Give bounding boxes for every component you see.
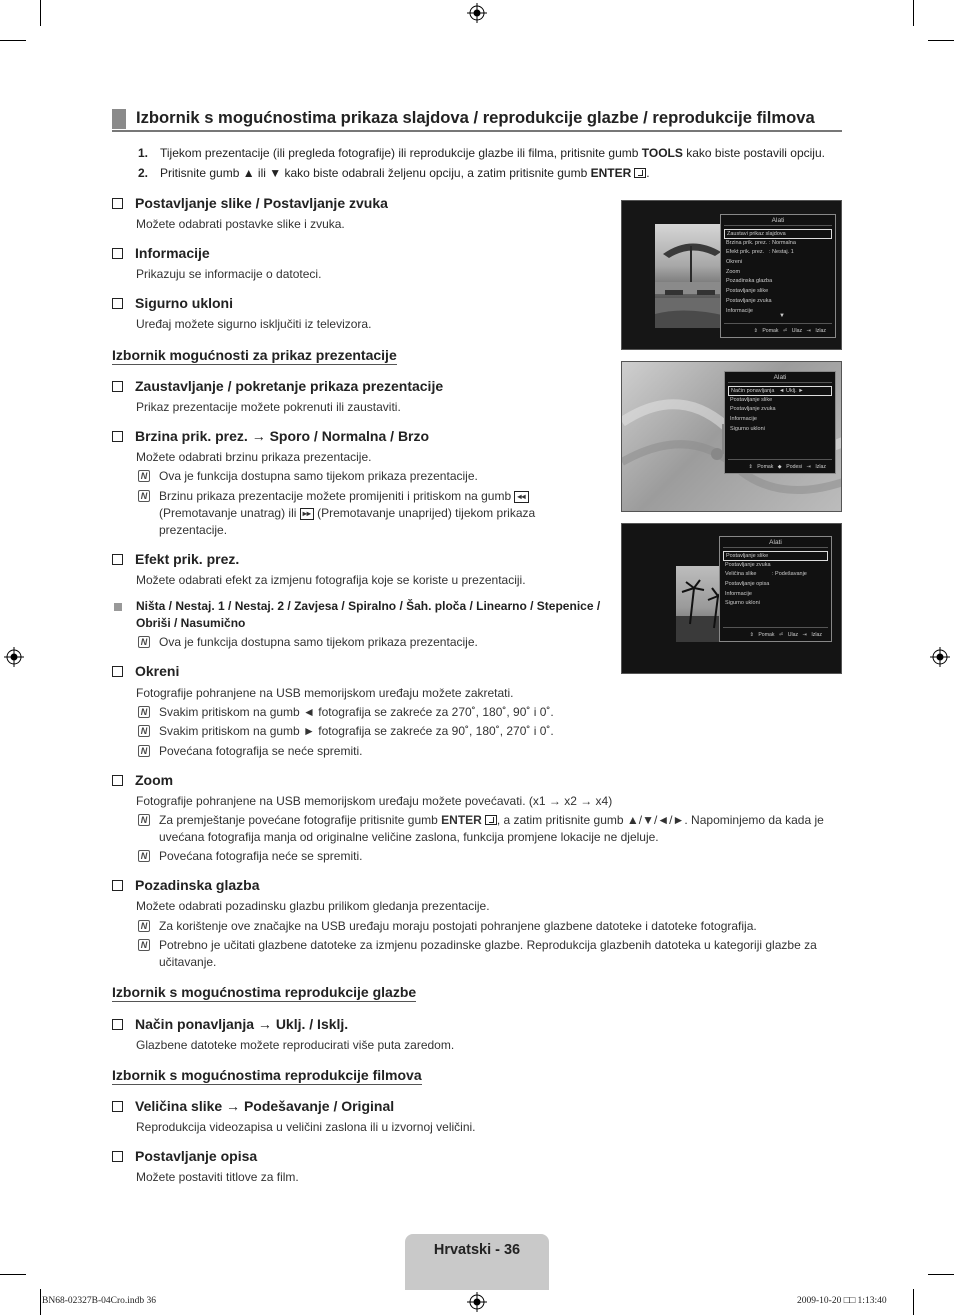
note-icon: N: [138, 745, 150, 757]
registration-mark-icon: [467, 1292, 487, 1312]
menu-footer: ⇕ Pomak ⏎ Ulaz ⇥ Izlaz: [724, 323, 832, 334]
checkbox-icon: [112, 554, 123, 565]
checkbox-icon: [112, 666, 123, 677]
heading-sigurno-ukloni: Sigurno ukloni: [112, 295, 233, 311]
crop-mark: [913, 0, 914, 26]
menu-item[interactable]: Informacije: [725, 590, 752, 597]
heading-postavljanje-slike: Postavljanje slike / Postavljanje zvuka: [112, 195, 388, 211]
heading-efekt: Efekt prik. prez.: [112, 551, 239, 567]
note-icon: N: [138, 636, 150, 648]
menu-item[interactable]: Informacije: [726, 307, 753, 314]
text-brzina: Možete odabrati brzinu prikaza prezentacije.: [136, 450, 372, 464]
checkbox-icon: [112, 1151, 123, 1162]
note-icon: N: [138, 490, 150, 502]
enter-icon: [634, 168, 646, 178]
text-postavljanje-slike: Možete odabrati postavke slike i zvuka.: [136, 217, 345, 231]
menu-item[interactable]: Efekt prik. prez. : Nestaj. 1: [726, 249, 794, 256]
note-okreni-1: N Svakim pritiskom na gumb ◄ fotografija se zakreće za 270˚, 180˚, 90˚ i 0˚.: [138, 704, 638, 721]
section-heading-glazba: Izbornik s mogućnostima reprodukcije glazbe: [112, 984, 417, 1000]
tools-menu-photo: [720, 214, 836, 338]
menu-footer: ⇕ Pomak ⏎ Ulaz ⇥ Izlaz: [723, 627, 828, 638]
text-zaustavljanje: Prikaz prezentacije možete pokrenuti ili zaustaviti.: [136, 400, 401, 414]
menu-item[interactable]: Postavljanje slike: [723, 551, 828, 561]
note-zoom-2: N Povećana fotografija neće se spremiti.: [138, 848, 638, 865]
checkbox-icon: [112, 431, 123, 442]
menu-item[interactable]: Sigurno ukloni: [725, 600, 760, 607]
beach-photo: [655, 224, 727, 328]
note-okreni-2: N Svakim pritiskom na gumb ► fotografija se zakreće za 90˚, 180˚, 270˚ i 0˚.: [138, 723, 638, 740]
menu-item[interactable]: Pozadinska glazba: [726, 278, 773, 285]
rewind-icon: ◂◂: [514, 491, 528, 503]
note-icon: N: [138, 470, 150, 482]
fast-forward-icon: ▸▸: [300, 508, 314, 520]
heading-zoom: Zoom: [112, 772, 173, 788]
heading-zaustavljanje: Zaustavljanje / pokretanje prikaza prezentacije: [112, 378, 443, 394]
checkbox-icon: [112, 775, 123, 786]
crop-mark: [913, 1289, 914, 1315]
checkbox-icon: [112, 248, 123, 259]
note-pozadinska-2: N Potrebno je učitati glazbene datoteke za izmjenu pozadinske glazbe. Reprodukcija glazbenih datoteka u kategoriji glazbe za učitavanje.: [138, 937, 848, 971]
section-heading-prezentacija: Izbornik mogućnosti za prikaz prezentacije: [112, 347, 397, 363]
note-brzina-2: N Brzinu prikaza prezentacije možete promijeniti i pritiskom na gumb ◂◂ (Premotavanje unatrag) ili ▸▸ (Premotavanje unaprijed) tijekom prikaza prezentacije.: [138, 488, 598, 539]
menu-item[interactable]: Informacije: [730, 416, 757, 423]
menu-item[interactable]: Postavljanje zvuka: [730, 406, 776, 413]
tools-menu-movie: [719, 536, 832, 642]
enter-icon: [485, 815, 497, 825]
text-nacin: Glazbene datoteke možete reproducirati više puta zaredom.: [136, 1038, 455, 1052]
tv-screen-music: [621, 361, 842, 512]
menu-item[interactable]: Postavljanje slike: [726, 288, 769, 295]
note-pozadinska-1: N Za korištenje ove značajke na USB uređaju moraju postojati pohranjene glazbene datoteke i datoteke fotografija.: [138, 918, 848, 935]
checkbox-icon: [112, 381, 123, 392]
title-marker: [112, 109, 126, 129]
note-icon: N: [138, 850, 150, 862]
note-icon: N: [138, 920, 150, 932]
crop-mark: [928, 40, 954, 41]
heading-velicina: Veličina slike → Podešavanje / Original: [112, 1098, 394, 1114]
menu-item[interactable]: Postavljanje zvuka: [725, 561, 771, 568]
menu-item[interactable]: Zoom: [726, 268, 741, 275]
note-icon: N: [138, 706, 150, 718]
text-informacije: Prikazuju se informacije o datoteci.: [136, 267, 322, 281]
text-sigurno-ukloni: Uređaj možete sigurno isključiti iz televizora.: [136, 317, 372, 331]
imprint-date: 2009-10-20 □□ 1:13:40: [797, 1296, 887, 1306]
text-zoom: Fotografije pohranjene na USB memorijskom uređaju možete povećavati. (x1 → x2 → x4): [136, 794, 613, 808]
bullet-square-icon: [114, 603, 122, 611]
text-pozadinska: Možete odabrati pozadinsku glazbu prilikom gledanja prezentacije.: [136, 899, 490, 913]
step-2: 2. Pritisnite gumb ▲ ili ▼ kako biste odabrali željenu opciju, a zatim pritisnite gumb ENTER .: [138, 166, 650, 180]
tools-menu-title: Alati: [728, 372, 832, 383]
note-icon: N: [138, 814, 150, 826]
step-1: 1. Tijekom prezentacije (ili pregleda fotografije) ili reprodukcije glazbe ili filma, pritisnite gumb TOOLS kako biste postavili opciju.: [138, 146, 825, 160]
heading-pozadinska: Pozadinska glazba: [112, 877, 259, 893]
menu-item[interactable]: Okreni: [726, 259, 743, 266]
checkbox-icon: [112, 1101, 123, 1112]
crop-mark: [40, 0, 41, 26]
text-okreni: Fotografije pohranjene na USB memorijskom uređaju možete zakretati.: [136, 686, 514, 700]
note-zoom-1: N Za premještanje povećane fotografije pritisnite gumb ENTER , a zatim pritisnite gumb ▲/▼/◄/►. Napominjemo da kada je uvećana fotografija manja od originalne veličine zaslona, funkcija promjene lokacije ne djeluje.: [138, 812, 848, 846]
checkbox-icon: [112, 198, 123, 209]
crop-mark: [0, 40, 26, 41]
crop-mark: [40, 1289, 41, 1315]
text-efekt: Možete odabrati efekt za izmjenu fotografija koje se koriste u prezentaciji.: [136, 573, 526, 587]
scroll-down-icon[interactable]: ▼: [779, 313, 785, 319]
registration-mark-icon: [930, 647, 950, 667]
tv-screen-photo: [621, 200, 842, 350]
menu-item[interactable]: Postavljanje opisa: [725, 581, 770, 588]
checkbox-icon: [112, 298, 123, 309]
heading-nacin: Način ponavljanja → Uklj. / Isklj.: [112, 1016, 348, 1032]
note-icon: N: [138, 939, 150, 951]
imprint-file: BN68-02327B-04Cro.indb 36: [42, 1296, 156, 1306]
registration-mark-icon: [467, 3, 487, 23]
menu-item[interactable]: Zaustavi prikaz slajdova: [724, 229, 832, 239]
note-icon: N: [138, 725, 150, 737]
page-title-bar: [112, 108, 842, 132]
text-velicina: Reprodukcija videozapisa u veličini zaslona ili u izvornoj veličini.: [136, 1120, 476, 1134]
checkbox-icon: [112, 1019, 123, 1030]
menu-item[interactable]: Postavljanje zvuka: [726, 297, 772, 304]
heading-okreni: Okreni: [112, 663, 179, 679]
menu-footer: ⇕ Pomak ◆ Podesi ⇥ Izlaz: [728, 459, 832, 470]
heading-opis: Postavljanje opisa: [112, 1148, 257, 1164]
note-efekt: N Ova je funkcija dostupna samo tijekom prikaza prezentacije.: [138, 634, 598, 651]
menu-item[interactable]: Brzina prik. prez. : Normalna: [726, 239, 796, 246]
checkbox-icon: [112, 880, 123, 891]
note-okreni-3: N Povećana fotografija se neće spremiti.: [138, 743, 638, 760]
section-heading-filmovi: Izbornik s mogućnostima reprodukcije filmova: [112, 1067, 422, 1083]
menu-item[interactable]: Sigurno ukloni: [730, 425, 765, 432]
text-opis: Možete postaviti titlove za film.: [136, 1170, 299, 1184]
menu-item[interactable]: Način ponavljanja ◄ Uklj. ►: [728, 386, 832, 396]
menu-item[interactable]: Veličina slike : Podešavanje: [725, 571, 807, 578]
heading-informacije: Informacije: [112, 245, 210, 261]
page-number: Hrvatski - 36: [433, 1242, 521, 1258]
efekt-options: Ništa / Nestaj. 1 / Nestaj. 2 / Zavjesa / Spiralno / Šah. ploča / Linearno / Stepenice / Obriši / Nasumično: [112, 598, 622, 632]
tools-menu-title: Alati: [723, 537, 828, 548]
crop-mark: [0, 1274, 26, 1275]
tools-menu-title: Alati: [724, 215, 832, 226]
tools-menu-music: [724, 371, 836, 474]
page-number-tab: [405, 1234, 549, 1290]
tv-screen-movie: [621, 523, 842, 674]
page-title: Izbornik s mogućnostima prikaza slajdova / reprodukcije glazbe / reprodukcije filmova: [136, 108, 815, 127]
registration-mark-icon: [4, 647, 24, 667]
crop-mark: [928, 1274, 954, 1275]
menu-item[interactable]: Postavljanje slike: [730, 396, 773, 403]
note-brzina-1: N Ova je funkcija dostupna samo tijekom prikaza prezentacije.: [138, 468, 598, 485]
heading-brzina: Brzina prik. prez. → Sporo / Normalna / Brzo: [112, 428, 429, 444]
